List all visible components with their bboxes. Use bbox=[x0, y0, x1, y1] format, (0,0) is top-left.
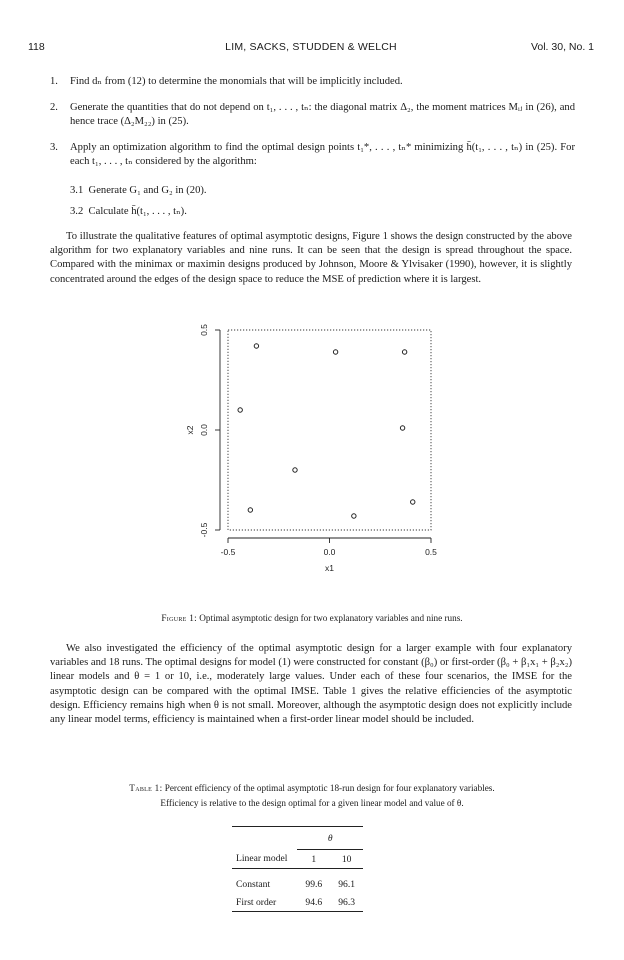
design-point bbox=[400, 426, 404, 430]
design-point bbox=[333, 350, 337, 354]
table-cell: 99.6 bbox=[305, 878, 323, 890]
step-number: 2. bbox=[50, 102, 58, 113]
plot-frame bbox=[228, 330, 431, 530]
step-3 bbox=[50, 141, 575, 169]
design-point bbox=[352, 514, 356, 518]
running-header bbox=[28, 41, 594, 55]
design-point bbox=[238, 408, 242, 412]
step-text: Find dₙ from (12) to determine the monomials that will be implicitly included. bbox=[70, 76, 403, 87]
figure-caption bbox=[40, 613, 584, 623]
row-label: First order bbox=[236, 896, 277, 908]
step-number: 3. bbox=[50, 142, 58, 153]
figure-caption-text: Optimal asymptotic design for two explanatory variables and nine runs. bbox=[199, 613, 463, 623]
table-cell: 94.6 bbox=[305, 896, 323, 908]
substep-number: 3.2 bbox=[70, 206, 84, 217]
y-axis-label: x2 bbox=[185, 425, 195, 435]
table-theta-row bbox=[232, 827, 363, 850]
table-caption-line-2: Efficiency is relative to the design optimal for a given linear model and value of θ. bbox=[160, 798, 464, 808]
table-row bbox=[232, 869, 363, 894]
step-text: Apply an optimization algorithm to find the optimal design points t₁*, . . . , tₙ* minimizing h̄(t₁, . . . , tₙ) in (25). For each t₁, . . . , tₙ considered by the algorithm: bbox=[70, 142, 575, 168]
design-point bbox=[254, 344, 258, 348]
figure-label: Figure 1: bbox=[161, 613, 197, 623]
volume-label: Vol. 30, No. 1 bbox=[530, 41, 594, 53]
design-point bbox=[402, 350, 406, 354]
paragraph-text: To illustrate the qualitative features of optimal asymptotic designs, Figure 1 shows the design constructed by the above algorithm for two explanatory variables and nine runs. It can be seen that the design is spread throughout the space. Compared with the minimax or maximin designs produced by Johnson, Moore & Ylvisaker (1990), however, it is slightly concentrated around the edges of the design space to reduce the MSE of prediction where it is largest. bbox=[50, 231, 572, 285]
table-cell: 96.1 bbox=[338, 878, 356, 890]
x-tick-label: 0.0 bbox=[323, 547, 336, 557]
page-number: 118 bbox=[28, 41, 45, 53]
y-tick-label: 0.5 bbox=[199, 324, 209, 336]
step-2 bbox=[50, 101, 575, 129]
table-caption-text: Percent efficiency of the optimal asymptotic 18-run design for four explanatory variables. bbox=[164, 783, 495, 793]
substep-3-1 bbox=[70, 184, 207, 198]
step-text: Generate the quantities that do not depend on t₁, . . . , tₙ: the diagonal matrix Δ₂, the moment matrices Mᵢⱼ in (26), and hence trace (Δ₂M₂₂) in (25). bbox=[70, 102, 575, 128]
table-caption bbox=[40, 781, 584, 811]
step-number: 1. bbox=[50, 76, 58, 87]
design-scatter-plot bbox=[180, 315, 450, 585]
table-cell: 96.3 bbox=[338, 896, 356, 908]
theta-header: θ bbox=[327, 832, 333, 844]
table-caption-line-1 bbox=[40, 781, 584, 796]
y-tick-label: 0.0 bbox=[199, 424, 209, 436]
table-row bbox=[232, 893, 363, 912]
y-tick-label: -0.5 bbox=[199, 522, 209, 538]
design-point bbox=[411, 500, 415, 504]
efficiency-table bbox=[232, 826, 363, 912]
col-header-label: Linear model bbox=[236, 853, 288, 865]
x-tick-label: -0.5 bbox=[220, 547, 236, 557]
row-label: Constant bbox=[236, 878, 271, 890]
paragraph-text: We also investigated the efficiency of the optimal asymptotic design for a larger example with four explanatory variables and 18 runs. The optimal designs for model (1) were constructed for constant (β₀) or first-order (β₀ + β₁x₁ + β₂x₂) linear models and θ = 1 or 10, i.e., moderately large values. Under each of these four scenarios, the IMSE for the asymptotic design can be compared with the optimal IMSE. Table 1 gives the relative efficiencies of the asymptotic design. Efficiency remains high when θ is not small. Moreover, although the asymptotic design does not explicitly include any linear model terms, efficiency is maintained when a first-order linear model should be included. bbox=[50, 643, 572, 726]
paragraph-efficiency bbox=[50, 642, 572, 727]
col-header: 10 bbox=[330, 850, 363, 869]
table-header-row bbox=[232, 850, 363, 869]
step-1 bbox=[50, 75, 575, 89]
design-point bbox=[293, 468, 297, 472]
running-title: LIM, SACKS, STUDDEN & WELCH bbox=[225, 41, 397, 53]
substep-text: Generate G₁ and G₂ in (20). bbox=[88, 185, 207, 196]
substep-number: 3.1 bbox=[70, 185, 84, 196]
x-tick-label: 0.5 bbox=[425, 547, 437, 557]
design-point bbox=[248, 508, 252, 512]
col-header: 1 bbox=[297, 850, 330, 869]
paragraph-figure-intro bbox=[50, 230, 572, 287]
substep-3-2 bbox=[70, 205, 187, 219]
table-label: Table 1: bbox=[129, 783, 163, 793]
substep-text: Calculate h̄(t₁, . . . , tₙ). bbox=[88, 206, 187, 217]
x-axis-label: x1 bbox=[325, 563, 334, 573]
